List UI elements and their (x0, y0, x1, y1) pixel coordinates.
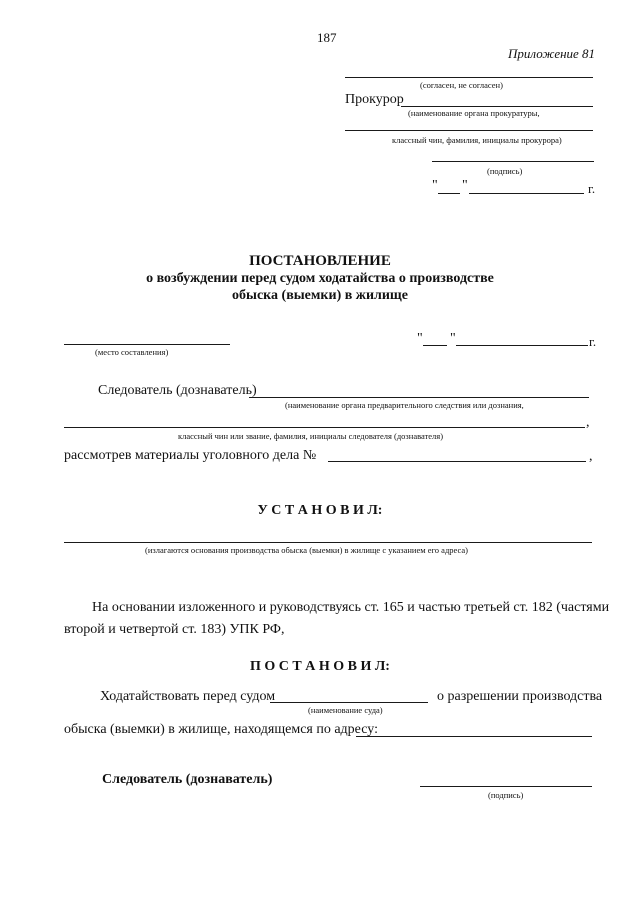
case-label: рассмотрев материалы уголовного дела № (64, 448, 317, 463)
investigator-rank-comma: , (586, 415, 590, 430)
prosecutor-org-caption: (наименование органа прокуратуры, (408, 108, 540, 118)
place-caption: (место составления) (95, 347, 169, 357)
investigator-org-caption: (наименование органа предварительного следствия или дознания, (285, 400, 524, 410)
place-date-year-suffix: г. (589, 334, 597, 349)
agree-caption: (согласен, не согласен) (420, 80, 503, 90)
established-line (64, 542, 592, 543)
established-caption: (излагаются основания производства обыска (выемки) в жилище с указанием его адреса) (145, 545, 468, 555)
appendix-label: Приложение 81 (508, 46, 596, 61)
signature-label: Следователь (дознаватель) (102, 772, 273, 787)
document-title: ПОСТАНОВЛЕНИЕ (249, 253, 391, 269)
approval-date-quote-close: " (462, 178, 468, 193)
document-subtitle-line1: о возбуждении перед судом ходатайства о производстве (146, 271, 494, 286)
prosecutor-rank-line (345, 130, 593, 131)
investigator-rank-line (64, 427, 585, 428)
document-subtitle-line2: обыска (выемки) в жилище (232, 288, 408, 303)
signature-caption: (подпись) (488, 790, 524, 800)
agree-line (345, 77, 593, 78)
decided-heading: П О С Т А Н О В И Л: (250, 659, 390, 674)
court-name-line (270, 702, 428, 703)
investigator-org-line (249, 397, 589, 398)
prosecutor-signature-caption: (подпись) (487, 166, 523, 176)
case-number-line (328, 461, 586, 462)
petition-label: Ходатайствовать перед судом (100, 689, 276, 704)
prosecutor-label: Прокурор (345, 92, 404, 107)
prosecutor-rank-caption: классный чин, фамилия, инициалы прокурора) (392, 135, 562, 145)
basis-line2: второй и четвертой ст. 183) УПК РФ, (64, 622, 285, 637)
place-date-quote-open: " (417, 331, 423, 346)
prosecutor-signature-line (432, 161, 594, 162)
approval-date-quote-open: " (432, 178, 438, 193)
petition-tail: о разрешении производства (437, 689, 603, 704)
place-date-quote-close: " (450, 331, 456, 346)
case-comma: , (589, 449, 593, 464)
prosecutor-org-line (401, 106, 593, 107)
signature-line (420, 786, 592, 787)
place-line (64, 344, 230, 345)
page-number: 187 (317, 30, 337, 45)
court-caption: (наименование суда) (308, 705, 383, 715)
approval-date-day-line (438, 193, 460, 194)
investigator-label: Следователь (дознаватель) (98, 383, 257, 398)
investigator-rank-caption: классный чин или звание, фамилия, инициалы следователя (дознавателя) (178, 431, 444, 441)
place-date-day-line (423, 345, 447, 346)
approval-date-year-suffix: г. (588, 181, 596, 196)
approval-date-month-line (469, 193, 584, 194)
address-line (356, 736, 592, 737)
basis-line1: На основании изложенного и руководствуясь ст. 165 и частью третьей ст. 182 (частями (92, 600, 610, 615)
address-label: обыска (выемки) в жилище, находящемся по адресу: (64, 722, 378, 737)
established-heading: У С Т А Н О В И Л: (257, 503, 383, 518)
place-date-month-line (456, 345, 588, 346)
